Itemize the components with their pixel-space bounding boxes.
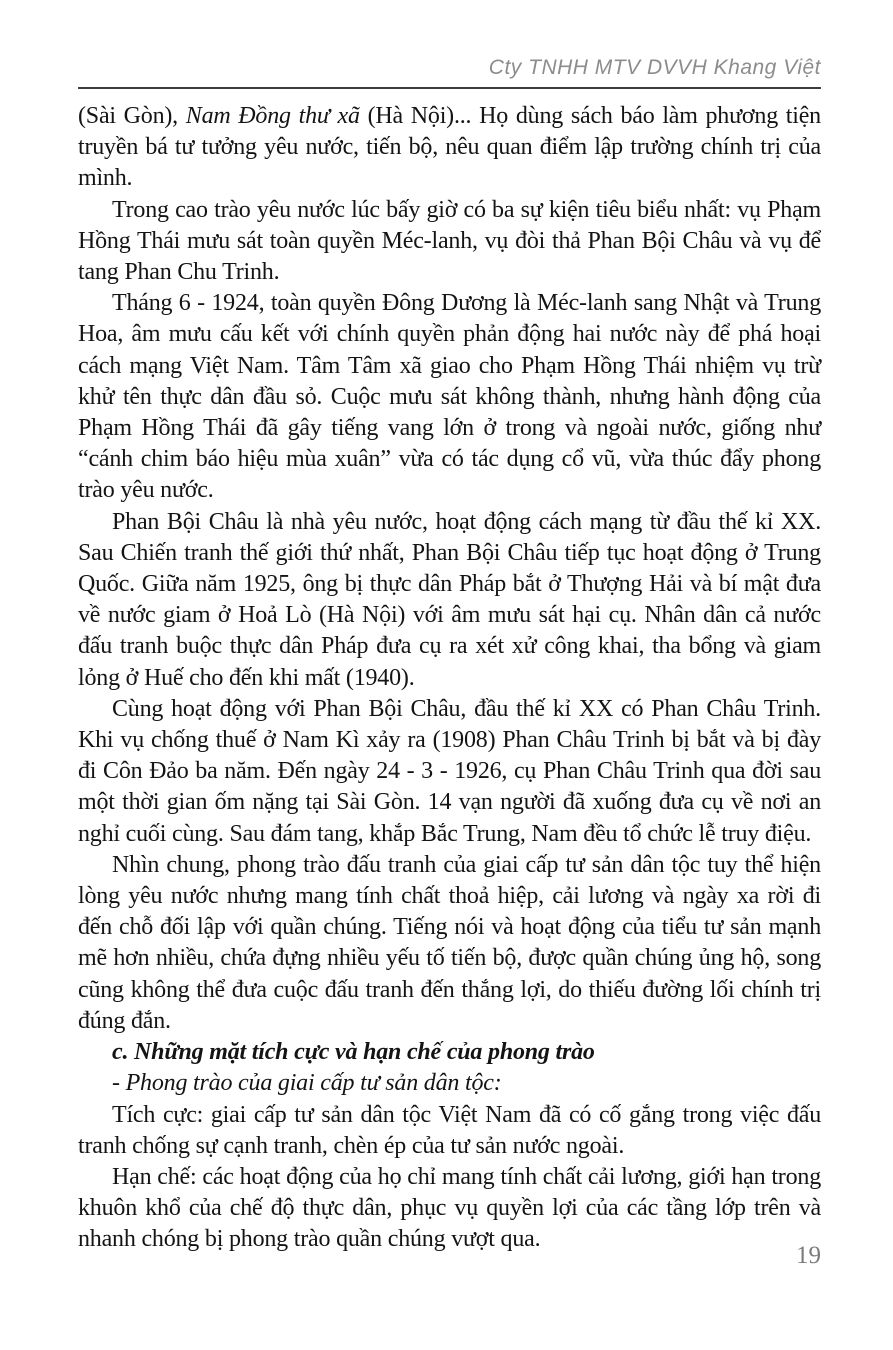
paragraph: Hạn chế: các hoạt động của họ chỉ mang tính chất cải lương, giới hạn trong khuôn khổ của chế độ thực dân, phục vụ quyền lợi của các tầng lớp trên và nhanh chóng bị phong trào quần chúng vượt qua. — [78, 1163, 821, 1253]
paragraph: Tháng 6 - 1924, toàn quyền Đông Dương là Méc-lanh sang Nhật và Trung Hoa, âm mưu cấu kết với chính quyền phản động hai nước này để phá hoại cách mạng Việt Nam. Tâm Tâm xã giao cho Phạm Hồng Thái nhiệm vụ trừ khử tên thực dân đầu sỏ. Cuộc mưu sát không thành, nhưng hành động của Phạm Hồng Thái đã gây tiếng vang lớn ở trong và ngoài nước, giống như “cánh chim báo hiệu mùa xuân” vừa có tác dụng cổ vũ, vừa thúc đẩy phong trào yêu nước. — [78, 290, 821, 504]
paragraph-text: (Hà Nội)... Họ dùng sách báo làm phương tiện truyền bá tư tưởng yêu nước, tiến bộ, nêu quan điểm lập trường chính trị của mình. — [78, 103, 821, 192]
paragraph-continuation — [78, 101, 821, 195]
page-body — [78, 101, 821, 1256]
paragraph: Phan Bội Châu là nhà yêu nước, hoạt động cách mạng từ đầu thế kỉ XX. Sau Chiến tranh thế giới thứ nhất, Phan Bội Châu tiếp tục hoạt động ở Trung Quốc. Giữa năm 1925, ông bị thực dân Pháp bắt ở Thượng Hải và bí mật đưa về nước giam ở Hoả Lò (Hà Nội) với âm mưu sát hại cụ. Nhân dân cả nước đấu tranh buộc thực dân Pháp đưa cụ ra xét xử công khai, tha bổng và giam lỏng ở Huế cho đến khi mất (1940). — [78, 508, 821, 691]
section-heading-c: c. Những mặt tích cực và hạn chế của phong trào — [112, 1039, 595, 1066]
paragraph: Cùng hoạt động với Phan Bội Châu, đầu thế kỉ XX có Phan Châu Trinh. Khi vụ chống thuế ở Nam Kì xảy ra (1908) Phan Châu Trinh bị bắt và bị đày đi Côn Đảo ba năm. Đến ngày 24 - 3 - 1926, cụ Phan Châu Trinh qua đời sau một thời gian ốm nặng tại Sài Gòn. 14 vạn người đã xuống đưa cụ về nơi an nghỉ cuối cùng. Sau đám tang, khắp Bắc Trung, Nam đều tổ chức lễ truy điệu. — [78, 695, 821, 847]
running-header: Cty TNHH MTV DVVH Khang Việt — [488, 56, 821, 79]
paragraph-text: (Sài Gòn), — [78, 103, 186, 129]
page-number: 19 — [796, 1242, 821, 1269]
header-rule-divider — [78, 87, 821, 89]
sub-heading-phong-trao: - Phong trào của giai cấp tư sản dân tộc: — [112, 1070, 502, 1097]
paragraph: Nhìn chung, phong trào đấu tranh của giai cấp tư sản dân tộc tuy thể hiện lòng yêu nước nhưng mang tính chất thoả hiệp, cải lương và ngày xa rời đi đến chỗ đối lập với quần chúng. Tiếng nói và hoạt động của tiểu tư sản mạnh mẽ hơn nhiều, chứa đựng nhiều yếu tố tiến bộ, được quần chúng ủng hộ, song cũng không thể đưa cuộc đấu tranh đến thắng lợi, do thiếu đường lối chính trị đúng đắn. — [78, 851, 821, 1034]
paragraph: Trong cao trào yêu nước lúc bấy giờ có ba sự kiện tiêu biểu nhất: vụ Phạm Hồng Thái mưu sát toàn quyền Méc-lanh, vụ đòi thả Phan Bội Châu và vụ để tang Phan Chu Trinh. — [78, 196, 821, 286]
paragraph: Tích cực: giai cấp tư sản dân tộc Việt Nam đã có cố gắng trong việc đấu tranh chống sự cạnh tranh, chèn ép của tư sản nước ngoài. — [78, 1101, 821, 1159]
book-title-italic: Nam Đồng thư xã — [185, 103, 360, 129]
